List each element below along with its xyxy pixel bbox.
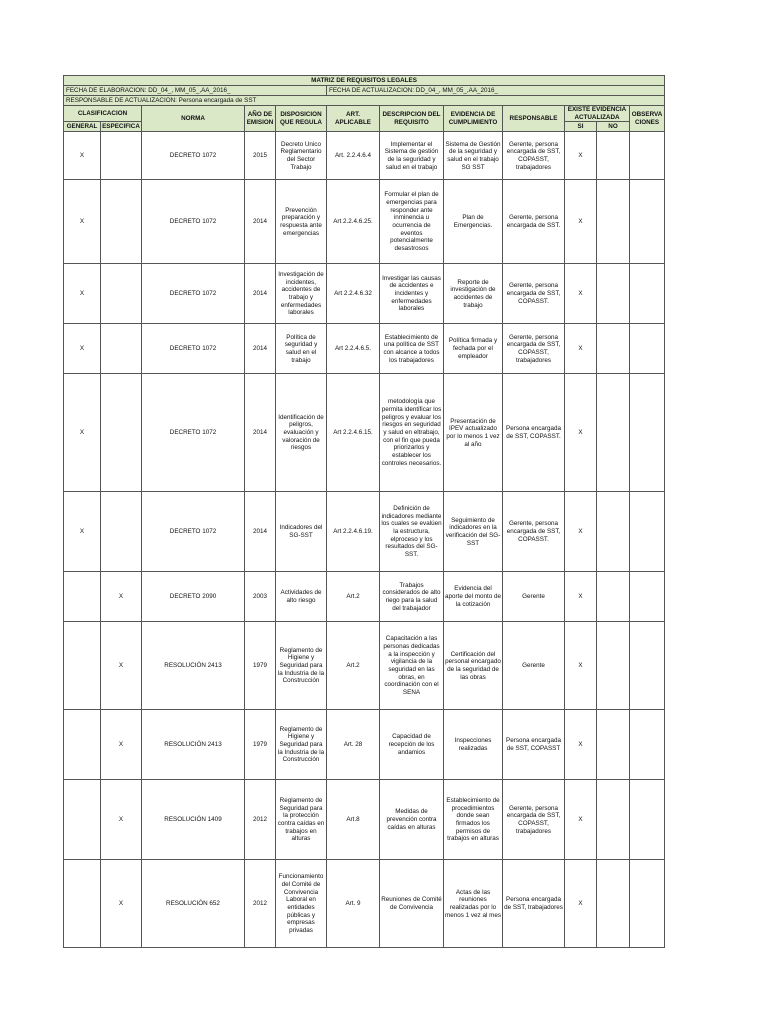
cell-descripcion: Formular el plan de emergencias para responder ante inminencia u ocurrencia de eventos potencialmente desastrosos xyxy=(380,180,444,264)
table-row xyxy=(64,572,665,622)
cell-disposicion: Funcionamiento del Comité de Convivencia Laboral en entidades públicas y empresas privadas xyxy=(276,860,327,948)
cell-anio: 2003 xyxy=(245,572,276,622)
cell-descripcion: Reuniones de Comité de Convivencia xyxy=(380,860,444,948)
cell-especifica: X xyxy=(101,780,142,860)
cell-articulo: Art. 2.2.4.6.4 xyxy=(327,132,380,180)
cell-observaciones xyxy=(630,324,665,374)
cell-si: X xyxy=(565,264,597,324)
header-anio: AÑO DE EMISION xyxy=(245,106,276,132)
cell-general: X xyxy=(64,180,101,264)
cell-si: X xyxy=(565,710,597,780)
cell-no xyxy=(597,374,630,492)
matrix-title: MATRIZ DE REQUISITOS LEGALES xyxy=(64,76,665,86)
table-row xyxy=(64,780,665,860)
cell-si: X xyxy=(565,860,597,948)
cell-disposicion: Identificación de peligros, evaluación y valoración de riesgos xyxy=(276,374,327,492)
table-row xyxy=(64,860,665,948)
cell-observaciones xyxy=(630,492,665,572)
header-articulo: ART. APLICABLE xyxy=(327,106,380,132)
cell-especifica xyxy=(101,492,142,572)
cell-evidencia: Actas de las reuniones realizadas por lo menos 1 vez al mes xyxy=(444,860,503,948)
responsable-actualizacion: RESPONSABLE DE ACTUALIZACION: Persona encargada de SST xyxy=(64,96,665,106)
cell-norma: DECRETO 1072 xyxy=(142,132,245,180)
cell-responsable: Gerente xyxy=(503,572,565,622)
cell-norma: DECRETO 1072 xyxy=(142,492,245,572)
cell-general: X xyxy=(64,132,101,180)
legal-requirements-matrix xyxy=(63,75,664,948)
cell-articulo: Art.2 xyxy=(327,622,380,710)
cell-no xyxy=(597,572,630,622)
table-row xyxy=(64,132,665,180)
cell-evidencia: Establecimiento de procedimientos donde sean firmados los permisos de trabajos en alturas xyxy=(444,780,503,860)
cell-articulo: Art 2.2.4.6.5. xyxy=(327,324,380,374)
cell-descripcion: Trabajos considerados de alto riego para la salud del trabajador xyxy=(380,572,444,622)
table-row xyxy=(64,374,665,492)
cell-si: X xyxy=(565,622,597,710)
cell-especifica: X xyxy=(101,710,142,780)
cell-si: X xyxy=(565,132,597,180)
cell-descripcion: Capacitación a las personas dedicadas a la inspección y vigilancia de la seguridad en las obras, en coordinación con el SENA xyxy=(380,622,444,710)
cell-responsable: Gerente xyxy=(503,622,565,710)
cell-general: X xyxy=(64,374,101,492)
cell-no xyxy=(597,132,630,180)
requirements-table xyxy=(63,75,665,948)
cell-observaciones xyxy=(630,622,665,710)
cell-descripcion: Investigar las causas de accidentes e incidentes y enfermedades laborales xyxy=(380,264,444,324)
cell-no xyxy=(597,780,630,860)
cell-descripcion: metodología que permita identificar los peligros y evaluar los riesgos en seguridad y salud en eltrabajo, con el fin que pueda priorizarlos y establecer los controles necesarios. xyxy=(380,374,444,492)
cell-observaciones xyxy=(630,572,665,622)
cell-observaciones xyxy=(630,780,665,860)
cell-articulo: Art 2.2.4.6.19. xyxy=(327,492,380,572)
cell-anio: 2012 xyxy=(245,780,276,860)
cell-especifica xyxy=(101,324,142,374)
cell-responsable: Gerente, persona encargada de SST, COPASST, trabajadores xyxy=(503,324,565,374)
cell-no xyxy=(597,622,630,710)
header-norma: NORMA xyxy=(142,106,245,132)
cell-especifica: X xyxy=(101,572,142,622)
cell-responsable: Gerente, persona encargada de SST, COPASST. xyxy=(503,264,565,324)
table-body xyxy=(64,132,665,948)
cell-general xyxy=(64,860,101,948)
cell-disposicion: Política de seguridad y salud en el trabajo xyxy=(276,324,327,374)
cell-norma: DECRETO 1072 xyxy=(142,324,245,374)
cell-si: X xyxy=(565,492,597,572)
header-descripcion: DESCRIPCION DEL REQUISITO xyxy=(380,106,444,132)
cell-especifica: X xyxy=(101,860,142,948)
cell-disposicion: Reglamento de Seguridad para la protección contra caídas en trabajos en alturas xyxy=(276,780,327,860)
cell-norma: RESOLUCIÓN 1409 xyxy=(142,780,245,860)
cell-observaciones xyxy=(630,180,665,264)
cell-evidencia: Sistema de Gestión de la seguridad y salud en el trabajo SG SST xyxy=(444,132,503,180)
cell-no xyxy=(597,860,630,948)
fecha-elaboracion: FECHA DE ELABORACION: DD_04_, MM_05_,AA_2016_ xyxy=(64,86,327,96)
cell-especifica: X xyxy=(101,622,142,710)
cell-responsable: Gerente, persona encargada de SST. xyxy=(503,180,565,264)
cell-disposicion: Reglamento de Higiene y Seguridad para la Industria de la Construcción xyxy=(276,622,327,710)
cell-general: X xyxy=(64,324,101,374)
header-disposicion: DISPOSICION QUE REGULA xyxy=(276,106,327,132)
cell-si: X xyxy=(565,780,597,860)
cell-anio: 2012 xyxy=(245,860,276,948)
header-no: NO xyxy=(597,122,630,132)
header-evidencia: EVIDENCIA DE CUMPLIMIENTO xyxy=(444,106,503,132)
cell-disposicion: Indicadores del SG-SST xyxy=(276,492,327,572)
cell-articulo: Art. 9 xyxy=(327,860,380,948)
cell-observaciones xyxy=(630,132,665,180)
cell-articulo: Art 2.2.4.6.15. xyxy=(327,374,380,492)
cell-si: X xyxy=(565,572,597,622)
cell-observaciones xyxy=(630,374,665,492)
cell-general: X xyxy=(64,264,101,324)
cell-anio: 1979 xyxy=(245,710,276,780)
cell-norma: DECRETO 1072 xyxy=(142,180,245,264)
cell-disposicion: Decreto Unico Reglamentario del Sector Trabajo xyxy=(276,132,327,180)
cell-responsable: Persona encargada de SST, trabajadores xyxy=(503,860,565,948)
cell-anio: 1979 xyxy=(245,622,276,710)
cell-especifica xyxy=(101,132,142,180)
cell-evidencia: Reporte de investigación de accidentes de trabajo xyxy=(444,264,503,324)
header-responsable: RESPONSABLE xyxy=(503,106,565,132)
cell-observaciones xyxy=(630,860,665,948)
cell-general xyxy=(64,572,101,622)
cell-no xyxy=(597,492,630,572)
cell-responsable: Gerente, persona encargada de SST, COPASST. xyxy=(503,492,565,572)
cell-norma: RESOLUCIÓN 2413 xyxy=(142,710,245,780)
cell-responsable: Persona encargada de SST, COPASST xyxy=(503,710,565,780)
cell-no xyxy=(597,264,630,324)
cell-responsable: Persona encargada de SST, COPASST. xyxy=(503,374,565,492)
header-general: GENERAL xyxy=(64,122,101,132)
cell-general xyxy=(64,780,101,860)
cell-disposicion: Investigación de incidentes, accidentes de trabajo y enfermedades laborales xyxy=(276,264,327,324)
table-row xyxy=(64,622,665,710)
table-row xyxy=(64,710,665,780)
table-row xyxy=(64,324,665,374)
cell-si: X xyxy=(565,374,597,492)
cell-evidencia: Seguimiento de indicadores en la verificación del SG-SST xyxy=(444,492,503,572)
cell-disposicion: Prevención preparación y respuesta ante emergencias xyxy=(276,180,327,264)
cell-especifica xyxy=(101,264,142,324)
header-especifica: ESPECIFICA xyxy=(102,123,140,130)
cell-evidencia: Política firmada y fechada por el empleador xyxy=(444,324,503,374)
header-existe-evidencia: EXISTE EVIDENCIA ACTUALIZADA xyxy=(565,106,630,122)
cell-disposicion: Actividades de alto riesgo xyxy=(276,572,327,622)
cell-norma: RESOLUCIÓN 652 xyxy=(142,860,245,948)
cell-si: X xyxy=(565,324,597,374)
cell-articulo: Art 2.2.4.6.25. xyxy=(327,180,380,264)
cell-articulo: Art 2.2.4.6.32 xyxy=(327,264,380,324)
cell-observaciones xyxy=(630,710,665,780)
cell-observaciones xyxy=(630,264,665,324)
cell-descripcion: Establecimiento de una política de SST con alcance a todos los trabajadores xyxy=(380,324,444,374)
cell-descripcion: Medidas de prevención contra caídas en alturas xyxy=(380,780,444,860)
cell-no xyxy=(597,710,630,780)
cell-descripcion: Implementar el Sistema de gestión de la seguridad y salud en el trabajo xyxy=(380,132,444,180)
cell-descripcion: Capacidad de recepción de los andamios xyxy=(380,710,444,780)
cell-general xyxy=(64,710,101,780)
cell-general xyxy=(64,622,101,710)
header-si: SI xyxy=(565,122,597,132)
cell-especifica xyxy=(101,180,142,264)
cell-responsable: Gerente, persona encargada de SST, COPASST, trabajadores xyxy=(503,132,565,180)
header-observaciones: OBSERVACIONES xyxy=(630,106,665,132)
cell-norma: DECRETO 1072 xyxy=(142,264,245,324)
cell-norma: DECRETO 1072 xyxy=(142,374,245,492)
cell-anio: 2014 xyxy=(245,180,276,264)
cell-articulo: Art.8 xyxy=(327,780,380,860)
cell-evidencia: Evidencia del aporte del monto de la cotización xyxy=(444,572,503,622)
cell-norma: DECRETO 2090 xyxy=(142,572,245,622)
header-clasificacion: CLASIFICACION xyxy=(64,106,142,122)
cell-anio: 2014 xyxy=(245,264,276,324)
cell-evidencia: Certificación del personal encargado de la seguridad de las obras xyxy=(444,622,503,710)
table-row xyxy=(64,492,665,572)
cell-articulo: Art. 28 xyxy=(327,710,380,780)
cell-norma: RESOLUCIÓN 2413 xyxy=(142,622,245,710)
cell-articulo: Art.2 xyxy=(327,572,380,622)
table-row xyxy=(64,264,665,324)
cell-disposicion: Reglamento de Higiene y Seguridad para la Industria de la Construcción xyxy=(276,710,327,780)
cell-responsable: Gerente, persona encargada de SST, COPASST, trabajadores xyxy=(503,780,565,860)
table-row xyxy=(64,180,665,264)
cell-anio: 2014 xyxy=(245,324,276,374)
cell-si: X xyxy=(565,180,597,264)
cell-anio: 2015 xyxy=(245,132,276,180)
cell-evidencia: Plan de Emergencias. xyxy=(444,180,503,264)
cell-descripcion: Definición de indicadores mediante los cuales se evalúen la estructura, elproceso y los resultados del SG-SST. xyxy=(380,492,444,572)
cell-general: X xyxy=(64,492,101,572)
cell-anio: 2014 xyxy=(245,374,276,492)
cell-no xyxy=(597,324,630,374)
cell-no xyxy=(597,180,630,264)
cell-evidencia: Presentación de IPEV actualizado por lo menos 1 vez al año xyxy=(444,374,503,492)
cell-especifica xyxy=(101,374,142,492)
cell-evidencia: Inspecciones realizadas xyxy=(444,710,503,780)
fecha-actualizacion: FECHA DE ACTUALIZACION: DD_04_, MM_05_,AA_2016_ xyxy=(327,86,665,96)
cell-anio: 2014 xyxy=(245,492,276,572)
